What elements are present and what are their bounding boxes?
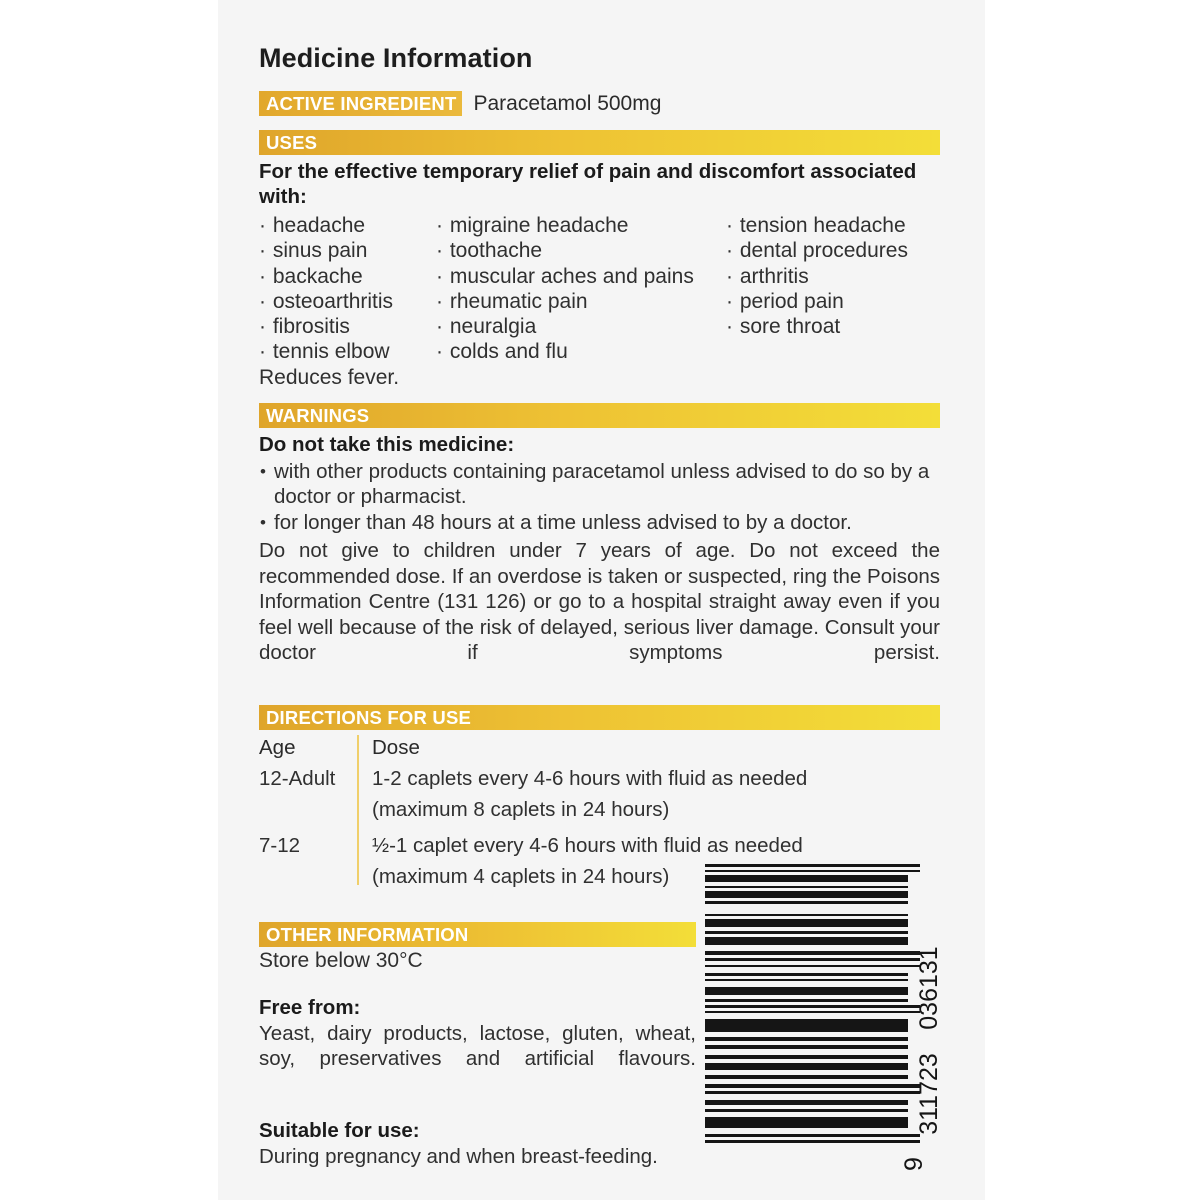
- other-information-header-bar: OTHER INFORMATION: [259, 922, 696, 947]
- suitable-text: During pregnancy and when breast-feeding.: [259, 1145, 658, 1169]
- list-item: [259, 339, 434, 364]
- suitable-heading: Suitable for use:: [259, 1119, 420, 1143]
- bullet-icon: ·: [259, 340, 267, 364]
- active-ingredient-header-bar: ACTIVE INGREDIENT: [259, 91, 462, 116]
- bullet-icon: ·: [259, 213, 267, 237]
- list-item: [726, 238, 940, 263]
- cell-age: 7-12: [259, 834, 301, 858]
- use-label: fibrositis: [272, 315, 350, 339]
- bullet-icon: ·: [436, 289, 444, 313]
- list-item: [726, 213, 940, 238]
- uses-columns: [259, 213, 940, 365]
- use-label: rheumatic pain: [449, 289, 588, 313]
- column-header-dose: Dose: [372, 736, 420, 760]
- warnings-paragraph: Do not give to children under 7 years of age. Do not exceed the recommended dose. If an overdose is taken or suspected, ring the Poisons Information Centre (131 126) or go to a hospital straight away even if you feel well because of the risk of delayed, serious liver damage. Consult your doctor if symptoms persist.: [259, 539, 940, 665]
- barcode-digits-group-1: 311723: [915, 1053, 943, 1135]
- bullet-icon: ·: [726, 239, 734, 263]
- barcode-bars: [705, 864, 920, 1143]
- cell-dose-line-2: (maximum 8 caplets in 24 hours): [372, 798, 670, 822]
- uses-column-3: [726, 213, 940, 339]
- use-label: colds and flu: [449, 340, 568, 364]
- use-label: neuralgia: [449, 315, 537, 339]
- bullet-icon: ·: [436, 315, 444, 339]
- table-row-continuation: [259, 794, 940, 825]
- cell-age: 12-Adult: [259, 767, 336, 791]
- bullet-icon: ·: [259, 289, 267, 313]
- table-header-row: [259, 732, 940, 763]
- list-item: [726, 314, 940, 339]
- warnings-header-bar: WARNINGS: [259, 403, 940, 428]
- free-from-text: Yeast, dairy products, lactose, gluten, wheat, soy, preservatives and artificial flavours.: [259, 1021, 696, 1071]
- bullet-icon: ·: [436, 213, 444, 237]
- page-title: Medicine Information: [259, 43, 533, 73]
- use-label: muscular aches and pains: [449, 264, 694, 288]
- active-ingredient-section: [259, 91, 940, 116]
- uses-column-1: [259, 213, 434, 365]
- uses-footer-text: Reduces fever.: [259, 365, 400, 389]
- barcode-svg: [700, 862, 950, 1182]
- warnings-subheading: Do not take this medicine:: [259, 433, 515, 457]
- list-item: [259, 314, 434, 339]
- list-item: [436, 264, 726, 289]
- list-item: [259, 289, 434, 314]
- list-item: [259, 238, 434, 263]
- cell-dose-line-2: (maximum 4 caplets in 24 hours): [372, 865, 670, 889]
- bullet-icon: ·: [726, 264, 734, 288]
- bullet-icon: ·: [436, 340, 444, 364]
- barcode: [700, 862, 950, 1182]
- list-item: [726, 264, 940, 289]
- column-header-age: Age: [259, 736, 296, 760]
- list-item: [259, 264, 434, 289]
- warnings-section: [259, 403, 940, 691]
- use-label: migraine headache: [449, 213, 629, 237]
- cell-dose-line-1: 1-2 caplets every 4-6 hours with fluid as needed: [372, 767, 808, 791]
- use-label: osteoarthritis: [272, 289, 394, 313]
- uses-column-2: [436, 213, 726, 365]
- barcode-digits-group-2: 036131: [915, 946, 943, 1030]
- uses-lead-text: For the effective temporary relief of pain and discomfort associated with:: [259, 159, 917, 209]
- uses-header-bar: USES: [259, 130, 940, 155]
- list-item: [436, 339, 726, 364]
- table-row: [259, 763, 940, 794]
- list-item: [436, 314, 726, 339]
- list-item: [726, 289, 940, 314]
- use-label: arthritis: [739, 264, 809, 288]
- storage-text: Store below 30°C: [259, 949, 423, 973]
- bullet-icon: ·: [726, 289, 734, 313]
- bullet-icon: ·: [436, 239, 444, 263]
- bullet-icon: ·: [726, 213, 734, 237]
- list-item: [436, 213, 726, 238]
- bullet-icon: ·: [259, 315, 267, 339]
- use-label: period pain: [739, 289, 844, 313]
- list-item: [259, 213, 434, 238]
- bullet-icon: ·: [436, 264, 444, 288]
- list-item: • with other products containing paracetamol unless advised to do so by a doctor or pharmacist.: [259, 459, 940, 510]
- use-label: dental procedures: [739, 239, 908, 263]
- cell-dose-line-1: ½-1 caplet every 4-6 hours with fluid as needed: [372, 834, 803, 858]
- use-label: sinus pain: [272, 239, 368, 263]
- use-label: sore throat: [739, 315, 841, 339]
- table-row: [259, 830, 940, 861]
- uses-section: [259, 130, 940, 391]
- directions-header-bar: DIRECTIONS FOR USE: [259, 705, 940, 730]
- use-label: backache: [272, 264, 363, 288]
- list-item: [436, 289, 726, 314]
- bullet-icon: ·: [259, 264, 267, 288]
- use-label: tension headache: [739, 213, 906, 237]
- active-ingredient-value: Paracetamol 500mg: [473, 91, 662, 115]
- list-item: • for longer than 48 hours at a time unless advised to by a doctor.: [259, 510, 940, 536]
- bullet-icon: ·: [726, 315, 734, 339]
- use-label: headache: [272, 213, 366, 237]
- warnings-bullet-list: [259, 459, 940, 536]
- bullet-icon: ·: [259, 239, 267, 263]
- use-label: tennis elbow: [272, 340, 390, 364]
- use-label: toothache: [449, 239, 543, 263]
- barcode-digits-left: 9: [900, 1157, 928, 1171]
- list-item: [436, 238, 726, 263]
- free-from-heading: Free from:: [259, 996, 361, 1020]
